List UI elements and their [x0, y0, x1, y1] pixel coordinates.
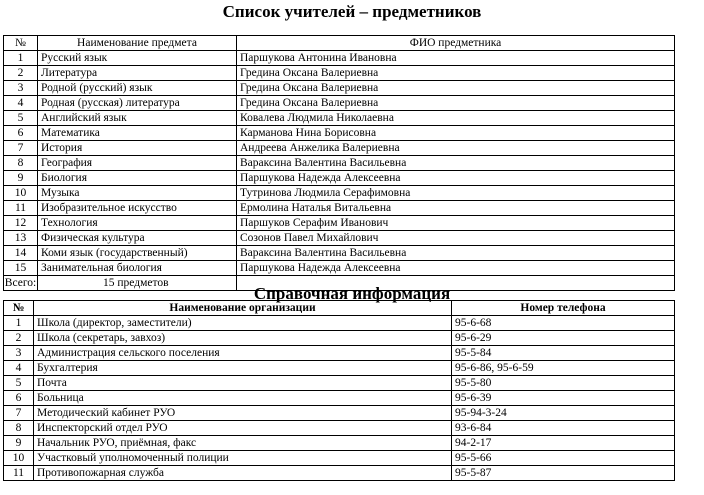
row-number: 9 [4, 171, 38, 186]
table-row [4, 261, 675, 276]
row-number: 10 [4, 186, 38, 201]
row-number: 13 [4, 231, 38, 246]
header-organization: Наименование организации [34, 301, 452, 316]
table-row [4, 391, 675, 406]
table-row [4, 186, 675, 201]
table-row [4, 171, 675, 186]
table-row [4, 331, 675, 346]
table-row [4, 421, 675, 436]
row-number: 3 [4, 81, 38, 96]
table-row [4, 126, 675, 141]
organization-cell: Начальник РУО, приёмная, факс [34, 436, 452, 451]
organization-cell: Методический кабинет РУО [34, 406, 452, 421]
row-number: 9 [4, 436, 34, 451]
subject-cell: Изобразительное искусство [38, 201, 237, 216]
phone-cell: 95-5-87 [452, 466, 675, 481]
phone-cell: 95-6-86, 95-6-59 [452, 361, 675, 376]
organization-cell: Бухгалтерия [34, 361, 452, 376]
subject-cell: Родная (русская) литература [38, 96, 237, 111]
subject-cell: Родной (русский) язык [38, 81, 237, 96]
teacher-cell: Гредина Оксана Валериевна [237, 66, 675, 81]
phone-cell: 95-94-3-24 [452, 406, 675, 421]
teacher-cell: Вараксина Валентина Васильевна [237, 156, 675, 171]
table-row [4, 346, 675, 361]
phone-cell: 95-6-29 [452, 331, 675, 346]
row-number: 11 [4, 466, 34, 481]
teacher-cell: Андреева Анжелика Валериевна [237, 141, 675, 156]
reference-header-row [4, 301, 675, 316]
header-subject: Наименование предмета [38, 36, 237, 51]
table-row [4, 66, 675, 81]
row-number: 6 [4, 126, 38, 141]
table-row [4, 141, 675, 156]
subject-cell: Технология [38, 216, 237, 231]
table-row [4, 316, 675, 331]
organization-cell: Школа (директор, заместители) [34, 316, 452, 331]
teacher-cell: Паршукова Надежда Алексеевна [237, 171, 675, 186]
header-phone: Номер телефона [452, 301, 675, 316]
table-row [4, 361, 675, 376]
table-row [4, 216, 675, 231]
teacher-cell: Ковалева Людмила Николаевна [237, 111, 675, 126]
subject-cell: Английский язык [38, 111, 237, 126]
row-number: 1 [4, 316, 34, 331]
row-number: 15 [4, 261, 38, 276]
table-row [4, 406, 675, 421]
row-number: 2 [4, 66, 38, 81]
phone-cell: 93-6-84 [452, 421, 675, 436]
subject-cell: Математика [38, 126, 237, 141]
header-teacher: ФИО предметника [237, 36, 675, 51]
row-number: 6 [4, 391, 34, 406]
total-label: Всего: [4, 277, 37, 289]
phone-cell: 95-5-84 [452, 346, 675, 361]
subject-cell: Музыка [38, 186, 237, 201]
row-number: 4 [4, 361, 34, 376]
teacher-cell: Гредина Оксана Валериевна [237, 96, 675, 111]
row-number: 12 [4, 216, 38, 231]
table-row [4, 246, 675, 261]
header-number: № [4, 36, 38, 51]
row-number: 3 [4, 346, 34, 361]
teacher-cell: Паршукова Антонина Ивановна [237, 51, 675, 66]
subject-cell: Биология [38, 171, 237, 186]
organization-cell: Школа (секретарь, завхоз) [34, 331, 452, 346]
row-number: 14 [4, 246, 38, 261]
table-row [4, 51, 675, 66]
teachers-table [3, 35, 675, 291]
row-number: 11 [4, 201, 38, 216]
row-number: 5 [4, 376, 34, 391]
teachers-header-row [4, 36, 675, 51]
reference-title: Справочная информация [253, 284, 451, 303]
subject-cell: Литература [38, 66, 237, 81]
table-row [4, 451, 675, 466]
row-number: 5 [4, 111, 38, 126]
subject-cell: Занимательная биология [38, 261, 237, 276]
subject-cell: История [38, 141, 237, 156]
phone-cell: 95-6-68 [452, 316, 675, 331]
teacher-cell: Вараксина Валентина Васильевна [237, 246, 675, 261]
header-number: № [4, 301, 34, 316]
table-row [4, 201, 675, 216]
organization-cell: Инспекторский отдел РУО [34, 421, 452, 436]
total-value: 15 предметов [38, 276, 237, 291]
table-row [4, 96, 675, 111]
row-number: 8 [4, 421, 34, 436]
table-row [4, 111, 675, 126]
row-number: 2 [4, 331, 34, 346]
reference-table [3, 300, 675, 481]
subject-cell: Физическая культура [38, 231, 237, 246]
teacher-cell: Гредина Оксана Валериевна [237, 81, 675, 96]
organization-cell: Почта [34, 376, 452, 391]
table-row [4, 156, 675, 171]
teachers-title: Список учителей – предметников [222, 2, 482, 21]
teacher-cell: Паршукова Надежда Алексеевна [237, 261, 675, 276]
subject-cell: Русский язык [38, 51, 237, 66]
table-row [4, 466, 675, 481]
organization-cell: Участковый уполномоченный полиции [34, 451, 452, 466]
phone-cell: 95-6-39 [452, 391, 675, 406]
organization-cell: Противопожарная служба [34, 466, 452, 481]
subject-cell: География [38, 156, 237, 171]
row-number: 4 [4, 96, 38, 111]
phone-cell: 94-2-17 [452, 436, 675, 451]
row-number: 10 [4, 451, 34, 466]
teacher-cell: Карманова Нина Борисовна [237, 126, 675, 141]
table-row [4, 436, 675, 451]
teacher-cell: Ермолина Наталья Витальевна [237, 201, 675, 216]
organization-cell: Администрация сельского поселения [34, 346, 452, 361]
organization-cell: Больница [34, 391, 452, 406]
phone-cell: 95-5-80 [452, 376, 675, 391]
table-row [4, 81, 675, 96]
table-row [4, 376, 675, 391]
teacher-cell: Паршуков Серафим Иванович [237, 216, 675, 231]
row-number: 1 [4, 51, 38, 66]
row-number: 8 [4, 156, 38, 171]
row-number: 7 [4, 406, 34, 421]
row-number: 7 [4, 141, 38, 156]
subject-cell: Коми язык (государственный) [38, 246, 237, 261]
phone-cell: 95-5-66 [452, 451, 675, 466]
teacher-cell: Тутринова Людмила Серафимовна [237, 186, 675, 201]
table-row [4, 231, 675, 246]
teacher-cell: Созонов Павел Михайлович [237, 231, 675, 246]
